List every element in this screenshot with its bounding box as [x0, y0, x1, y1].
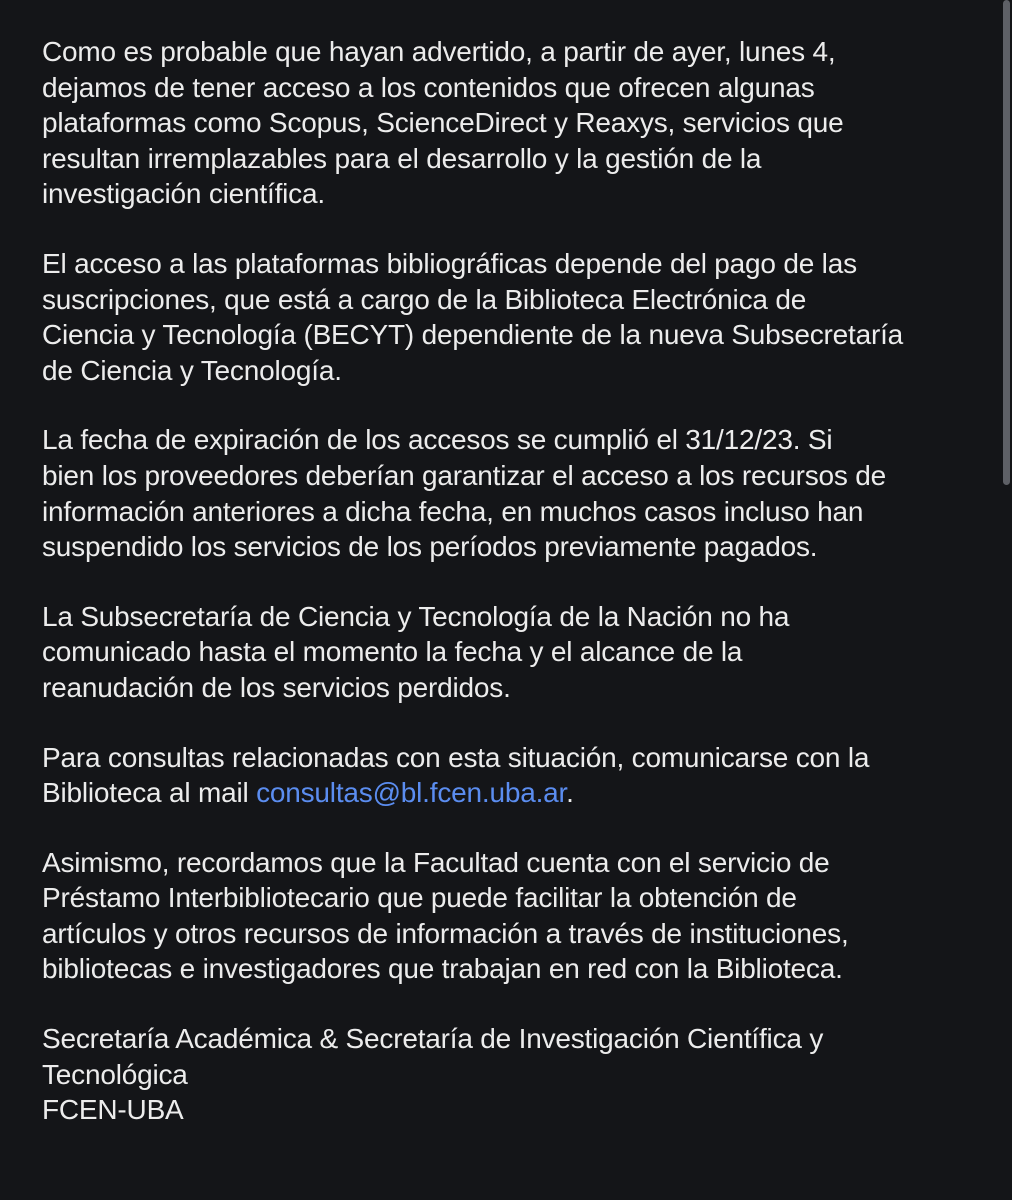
paragraph-subscriptions: El acceso a las plataformas bibliográficas depende del pago de las suscripciones, que está a cargo de la Biblioteca Electrónica de Ciencia y Tecnología (BECYT) dependiente de la nueva Subsecretaría de Ciencia y Tecnología. — [42, 247, 904, 386]
contact-text: Para consultas relacionadas con esta situación, comunicarse con la Biblioteca al mail — [42, 741, 870, 809]
email-link[interactable]: consultas@bl.fcen.uba.ar — [256, 777, 567, 809]
contact-period: . — [566, 777, 574, 809]
scrollbar-thumb[interactable] — [1003, 0, 1010, 485]
paragraph-access-loss: Como es probable que hayan advertido, a partir de ayer, lunes 4, dejamos de tener acceso a los contenidos que ofrecen algunas plataformas como Scopus, ScienceDirect y Reaxys, servicios que resultan irremplazables para el desarrollo y la gestión de la investigación científica. — [42, 36, 844, 210]
scrollbar[interactable] — [1000, 0, 1012, 1200]
paragraph-contact — [42, 740, 977, 811]
paragraph-interlibrary-loan: Asimismo, recordamos que la Facultad cuenta con el servicio de Préstamo Interbibliotecario que puede facilitar la obtención de artículos y otros recursos de información a través de instituciones, bibliotecas e investigadores que trabajan en red con la Biblioteca. — [42, 846, 849, 985]
paragraph-no-communication: La Subsecretaría de Ciencia y Tecnología de la Nación no ha comunicado hasta el momento la fecha y el alcance de la reanudación de los servicios perdidos. — [42, 600, 790, 703]
message-body — [42, 34, 977, 1128]
paragraph-expiration: La fecha de expiración de los accesos se cumplió el 31/12/23. Si bien los proveedores deberían garantizar el acceso a los recursos de información anteriores a dicha fecha, en muchos casos incluso han suspendido los servicios de los períodos previamente pagados. — [42, 424, 887, 563]
signature: Secretaría Académica & Secretaría de Investigación Científica y Tecnológica FCEN-UBA — [42, 1023, 824, 1126]
